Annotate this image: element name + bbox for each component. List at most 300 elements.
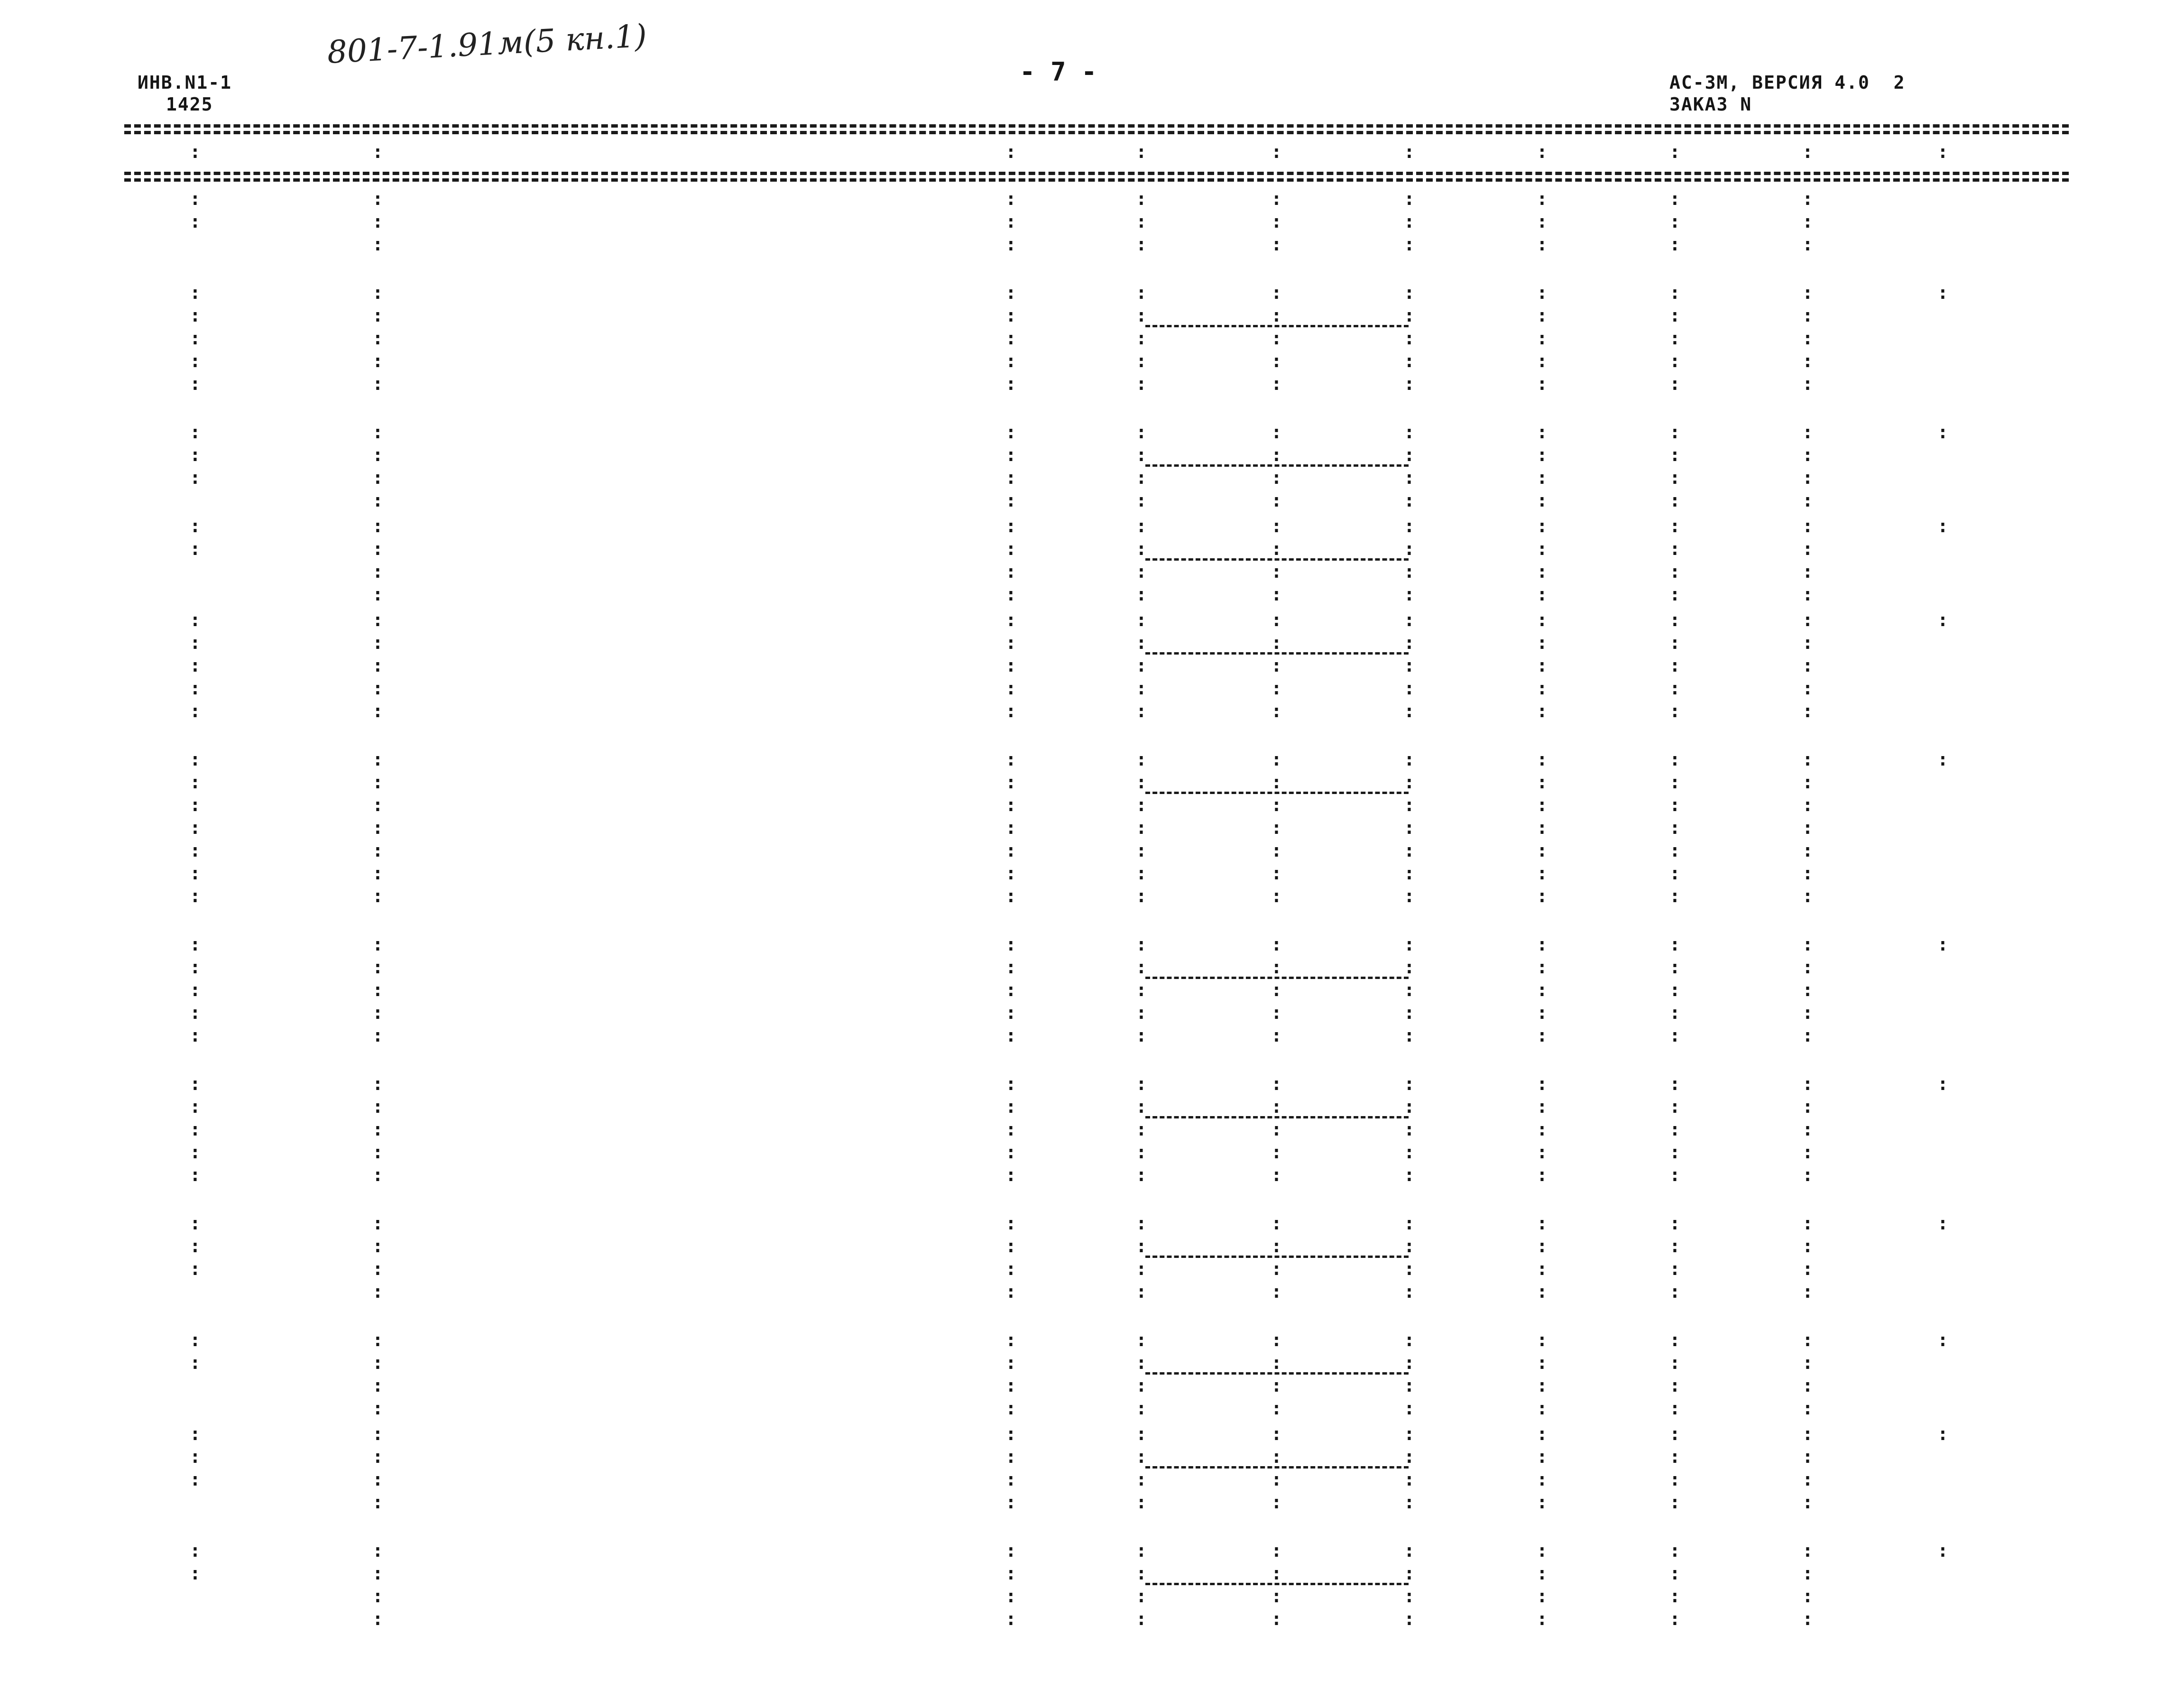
column-separator: : <box>190 1025 201 1046</box>
column-separator: : <box>372 538 383 559</box>
column-separator: : <box>1802 1469 1813 1490</box>
column-separator: : <box>372 1281 383 1302</box>
column-separator: : <box>1005 1563 1016 1584</box>
column-separator: : <box>1669 141 1680 162</box>
column-separator: : <box>1404 886 1415 906</box>
column-separator: : <box>1136 886 1147 906</box>
column-separator: : <box>190 1469 201 1490</box>
column-separator: : <box>190 538 201 559</box>
column-separator: : <box>1937 610 1948 630</box>
column-separator: : <box>1537 444 1548 465</box>
column-separator: : <box>1136 1258 1147 1279</box>
column-separator: : <box>1404 282 1415 303</box>
column-separator: : <box>190 934 201 955</box>
column-separator: : <box>1802 1164 1813 1185</box>
column-separator: : <box>1669 957 1680 978</box>
column-separator: : <box>1404 561 1415 582</box>
column-separator: : <box>1271 373 1282 394</box>
column-separator: : <box>1404 794 1415 815</box>
column-separator: : <box>1005 490 1016 511</box>
column-separator: : <box>1802 211 1813 232</box>
column-separator: : <box>1136 934 1147 955</box>
column-separator: : <box>1669 678 1680 699</box>
column-separator: : <box>1404 1025 1415 1046</box>
column-separator: : <box>190 957 201 978</box>
column-separator: : <box>1136 1563 1147 1584</box>
column-separator: : <box>1537 188 1548 209</box>
column-separator: : <box>1537 1608 1548 1629</box>
column-separator: : <box>1136 655 1147 676</box>
column-separator: : <box>1802 584 1813 605</box>
column-separator: : <box>1802 422 1813 443</box>
column-separator: : <box>1669 1563 1680 1584</box>
column-separator: : <box>190 1446 201 1467</box>
column-separator: : <box>1537 1492 1548 1513</box>
column-separator: : <box>372 561 383 582</box>
column-separator: : <box>1005 749 1016 770</box>
column-separator: : <box>1669 1025 1680 1046</box>
column-separator: : <box>1669 1446 1680 1467</box>
column-separator: : <box>1005 188 1016 209</box>
column-separator: : <box>190 1119 201 1140</box>
column-separator: : <box>1802 234 1813 255</box>
column-separator: : <box>372 444 383 465</box>
column-separator: : <box>372 211 383 232</box>
column-separator: : <box>1802 863 1813 884</box>
column-separator: : <box>1271 1213 1282 1234</box>
column-separator: : <box>372 1164 383 1185</box>
column-separator: : <box>1005 863 1016 884</box>
column-separator: : <box>1537 1446 1548 1467</box>
column-separator: : <box>1669 1213 1680 1234</box>
column-separator: : <box>1136 817 1147 838</box>
column-separator: : <box>1537 934 1548 955</box>
column-separator: : <box>1404 1236 1415 1256</box>
column-separator: : <box>1669 1492 1680 1513</box>
column-separator: : <box>1404 632 1415 653</box>
column-separator: : <box>1537 1025 1548 1046</box>
column-separator: : <box>1802 1096 1813 1117</box>
column-separator: : <box>1802 328 1813 349</box>
column-separator: : <box>372 1002 383 1023</box>
column-separator: : <box>1005 1352 1016 1373</box>
column-separator: : <box>1802 141 1813 162</box>
column-separator: : <box>1937 1540 1948 1561</box>
column-separator: : <box>1802 1563 1813 1584</box>
column-separator: : <box>1537 467 1548 488</box>
column-separator: : <box>1802 934 1813 955</box>
column-separator: : <box>1404 817 1415 838</box>
inventory-number: 1425 <box>166 94 213 115</box>
column-separator: : <box>372 1073 383 1094</box>
column-separator: : <box>1802 1352 1813 1373</box>
column-separator: : <box>190 610 201 630</box>
column-separator: : <box>1937 1423 1948 1444</box>
column-separator: : <box>1005 141 1016 162</box>
column-separator: : <box>1005 1164 1016 1185</box>
column-separator: : <box>1404 840 1415 861</box>
column-separator: : <box>1537 863 1548 884</box>
column-separator: : <box>1136 373 1147 394</box>
column-separator: : <box>1802 886 1813 906</box>
column-separator: : <box>1669 840 1680 861</box>
column-separator: : <box>1802 1002 1813 1023</box>
column-separator: : <box>1537 701 1548 721</box>
column-separator: : <box>1669 1423 1680 1444</box>
column-separator: : <box>1669 1002 1680 1023</box>
column-separator: : <box>372 1563 383 1584</box>
column-separator: : <box>1669 1375 1680 1396</box>
column-separator: : <box>1271 1375 1282 1396</box>
handwritten-code: 801-7-1.91м(5 кн.1) <box>326 17 648 71</box>
column-separator: : <box>1802 1446 1813 1467</box>
column-separator: : <box>1802 490 1813 511</box>
column-separator: : <box>1802 1119 1813 1140</box>
column-separator: : <box>1537 490 1548 511</box>
column-separator: : <box>190 794 201 815</box>
column-separator: : <box>1937 749 1948 770</box>
column-separator: : <box>1404 328 1415 349</box>
column-separator: : <box>1005 817 1016 838</box>
header-rule-bottom-2 <box>124 178 2069 182</box>
column-separator: : <box>1136 1281 1147 1302</box>
column-separator: : <box>1404 211 1415 232</box>
column-separator: : <box>372 1352 383 1373</box>
column-separator: : <box>1005 1469 1016 1490</box>
column-separator: : <box>1537 305 1548 326</box>
column-separator: : <box>190 422 201 443</box>
column-separator: : <box>1136 234 1147 255</box>
column-separator: : <box>1136 957 1147 978</box>
column-separator: : <box>1404 1563 1415 1584</box>
column-separator: : <box>1005 467 1016 488</box>
column-separator: : <box>1404 538 1415 559</box>
column-separator: : <box>1271 234 1282 255</box>
column-separator: : <box>1802 1142 1813 1163</box>
column-separator: : <box>1669 1164 1680 1185</box>
column-separator: : <box>1537 1375 1548 1396</box>
column-separator: : <box>1136 1096 1147 1117</box>
column-separator: : <box>372 1375 383 1396</box>
column-separator: : <box>372 957 383 978</box>
column-separator: : <box>1271 655 1282 676</box>
column-separator: : <box>190 1540 201 1561</box>
column-separator: : <box>1537 211 1548 232</box>
column-separator: : <box>1404 655 1415 676</box>
column-separator: : <box>1802 678 1813 699</box>
column-separator: : <box>1404 1398 1415 1419</box>
column-separator: : <box>1136 701 1147 721</box>
column-separator: : <box>372 1469 383 1490</box>
column-separator: : <box>1537 1119 1548 1140</box>
column-separator: : <box>1669 1073 1680 1094</box>
column-separator: : <box>1937 422 1948 443</box>
column-separator: : <box>372 490 383 511</box>
column-separator: : <box>1802 538 1813 559</box>
column-separator: : <box>372 422 383 443</box>
column-separator: : <box>1005 1073 1016 1094</box>
column-separator: : <box>1271 1236 1282 1256</box>
column-separator: : <box>1136 840 1147 861</box>
column-separator: : <box>190 678 201 699</box>
column-separator: : <box>190 817 201 838</box>
column-separator: : <box>1005 1119 1016 1140</box>
column-separator: : <box>1005 1608 1016 1629</box>
column-separator: : <box>1271 490 1282 511</box>
column-separator: : <box>372 1025 383 1046</box>
column-separator: : <box>1136 584 1147 605</box>
column-separator: : <box>1802 979 1813 1000</box>
column-separator: : <box>372 840 383 861</box>
column-separator: : <box>1802 840 1813 861</box>
column-separator: : <box>1937 1330 1948 1350</box>
column-separator: : <box>1537 817 1548 838</box>
column-separator: : <box>372 188 383 209</box>
column-separator: : <box>1404 1608 1415 1629</box>
cell-divider <box>1145 792 1409 794</box>
column-separator: : <box>1271 840 1282 861</box>
column-separator: : <box>1136 1398 1147 1419</box>
cell-divider <box>1145 1256 1409 1258</box>
column-separator: : <box>1802 794 1813 815</box>
column-separator: : <box>1136 1352 1147 1373</box>
column-separator: : <box>1937 282 1948 303</box>
column-separator: : <box>1005 772 1016 793</box>
column-separator: : <box>372 1423 383 1444</box>
column-separator: : <box>1136 328 1147 349</box>
column-separator: : <box>1802 632 1813 653</box>
column-separator: : <box>1005 701 1016 721</box>
column-separator: : <box>1271 211 1282 232</box>
column-separator: : <box>1802 467 1813 488</box>
column-separator: : <box>1537 678 1548 699</box>
column-separator: : <box>1136 772 1147 793</box>
column-separator: : <box>1802 1398 1813 1419</box>
column-separator: : <box>1005 1142 1016 1163</box>
column-separator: : <box>1669 1096 1680 1117</box>
column-separator: : <box>1669 1398 1680 1419</box>
column-separator: : <box>1271 863 1282 884</box>
column-separator: : <box>372 1586 383 1607</box>
column-separator: : <box>1271 934 1282 955</box>
column-separator: : <box>1802 516 1813 536</box>
column-separator: : <box>190 1073 201 1094</box>
column-separator: : <box>1537 1540 1548 1561</box>
column-separator: : <box>1271 1281 1282 1302</box>
column-separator: : <box>190 141 201 162</box>
order-label: ЗАКАЗ N <box>1669 94 1752 115</box>
column-separator: : <box>1005 328 1016 349</box>
column-separator: : <box>1669 188 1680 209</box>
column-separator: : <box>1537 1236 1548 1256</box>
column-separator: : <box>190 467 201 488</box>
column-separator: : <box>1271 632 1282 653</box>
column-separator: : <box>1136 538 1147 559</box>
column-separator: : <box>1005 211 1016 232</box>
column-separator: : <box>1537 422 1548 443</box>
column-separator: : <box>1669 328 1680 349</box>
column-separator: : <box>1271 328 1282 349</box>
column-separator: : <box>372 1330 383 1350</box>
cell-divider <box>1145 325 1409 327</box>
column-separator: : <box>1404 957 1415 978</box>
column-separator: : <box>1937 1213 1948 1234</box>
column-separator: : <box>1271 188 1282 209</box>
column-separator: : <box>1802 188 1813 209</box>
column-separator: : <box>1404 1375 1415 1396</box>
column-separator: : <box>1404 351 1415 371</box>
column-separator: : <box>372 234 383 255</box>
column-separator: : <box>1802 610 1813 630</box>
column-separator: : <box>1136 1375 1147 1396</box>
column-separator: : <box>1669 422 1680 443</box>
column-separator: : <box>1005 234 1016 255</box>
column-separator: : <box>1136 1423 1147 1444</box>
column-separator: : <box>1271 1608 1282 1629</box>
column-separator: : <box>1537 957 1548 978</box>
column-separator: : <box>1271 1352 1282 1373</box>
column-separator: : <box>1271 1398 1282 1419</box>
column-separator: : <box>1537 1423 1548 1444</box>
column-separator: : <box>1937 1073 1948 1094</box>
column-separator: : <box>1404 490 1415 511</box>
column-separator: : <box>1271 141 1282 162</box>
column-separator: : <box>1136 516 1147 536</box>
column-separator: : <box>190 516 201 536</box>
column-separator: : <box>1271 1164 1282 1185</box>
column-separator: : <box>1271 516 1282 536</box>
column-separator: : <box>1802 444 1813 465</box>
column-separator: : <box>1271 584 1282 605</box>
column-separator: : <box>1005 1096 1016 1117</box>
column-separator: : <box>1669 1142 1680 1163</box>
column-separator: : <box>1005 632 1016 653</box>
column-separator: : <box>372 1142 383 1163</box>
column-separator: : <box>1404 1540 1415 1561</box>
column-separator: : <box>190 188 201 209</box>
column-separator: : <box>1271 794 1282 815</box>
column-separator: : <box>1802 1423 1813 1444</box>
column-separator: : <box>1271 886 1282 906</box>
column-separator: : <box>372 1213 383 1234</box>
column-separator: : <box>1005 1281 1016 1302</box>
cell-divider <box>1145 1116 1409 1118</box>
column-separator: : <box>1404 305 1415 326</box>
column-separator: : <box>190 1096 201 1117</box>
column-separator: : <box>1271 1540 1282 1561</box>
column-separator: : <box>1404 141 1415 162</box>
column-separator: : <box>372 979 383 1000</box>
column-separator: : <box>1271 1469 1282 1490</box>
column-separator: : <box>190 1563 201 1584</box>
column-separator: : <box>1669 211 1680 232</box>
column-separator: : <box>1136 1164 1147 1185</box>
column-separator: : <box>1669 516 1680 536</box>
column-separator: : <box>1005 282 1016 303</box>
column-separator: : <box>1271 351 1282 371</box>
column-separator: : <box>1537 282 1548 303</box>
column-separator: : <box>1271 979 1282 1000</box>
column-separator: : <box>1537 373 1548 394</box>
column-separator: : <box>1404 701 1415 721</box>
column-separator: : <box>1005 516 1016 536</box>
column-separator: : <box>1537 351 1548 371</box>
column-separator: : <box>1136 678 1147 699</box>
column-separator: : <box>1136 444 1147 465</box>
column-separator: : <box>1136 1002 1147 1023</box>
column-separator: : <box>1404 1073 1415 1094</box>
column-separator: : <box>190 1330 201 1350</box>
column-separator: : <box>1537 1073 1548 1094</box>
column-separator: : <box>1005 538 1016 559</box>
column-separator: : <box>190 211 201 232</box>
column-separator: : <box>1136 979 1147 1000</box>
column-separator: : <box>1669 584 1680 605</box>
column-separator: : <box>1136 1236 1147 1256</box>
column-separator: : <box>190 282 201 303</box>
column-separator: : <box>1669 1281 1680 1302</box>
column-separator: : <box>1136 1492 1147 1513</box>
column-separator: : <box>1404 1142 1415 1163</box>
column-separator: : <box>1802 1492 1813 1513</box>
column-separator: : <box>1404 1281 1415 1302</box>
column-separator: : <box>372 794 383 815</box>
column-separator: : <box>1537 979 1548 1000</box>
column-separator: : <box>1802 351 1813 371</box>
column-separator: : <box>190 772 201 793</box>
column-separator: : <box>190 444 201 465</box>
column-separator: : <box>190 328 201 349</box>
column-separator: : <box>1136 1119 1147 1140</box>
column-separator: : <box>190 1258 201 1279</box>
column-separator: : <box>1802 701 1813 721</box>
column-separator: : <box>1802 749 1813 770</box>
header-rule-top-2 <box>124 131 2069 134</box>
column-separator: : <box>1005 1375 1016 1396</box>
column-separator: : <box>1271 1119 1282 1140</box>
column-separator: : <box>1404 188 1415 209</box>
column-separator: : <box>1136 1540 1147 1561</box>
column-separator: : <box>1537 538 1548 559</box>
column-separator: : <box>1537 1142 1548 1163</box>
column-separator: : <box>1802 1236 1813 1256</box>
column-separator: : <box>190 701 201 721</box>
column-separator: : <box>1404 1258 1415 1279</box>
column-separator: : <box>1669 234 1680 255</box>
column-separator: : <box>1537 886 1548 906</box>
column-separator: : <box>372 467 383 488</box>
column-separator: : <box>1537 1096 1548 1117</box>
column-separator: : <box>1271 1096 1282 1117</box>
column-separator: : <box>1669 1540 1680 1561</box>
column-separator: : <box>1404 234 1415 255</box>
column-separator: : <box>1802 1586 1813 1607</box>
column-separator: : <box>1669 772 1680 793</box>
column-separator: : <box>1537 584 1548 605</box>
cell-divider <box>1145 1583 1409 1585</box>
column-separator: : <box>1005 1423 1016 1444</box>
cell-divider <box>1145 1466 1409 1469</box>
column-separator: : <box>1537 328 1548 349</box>
column-separator: : <box>1404 979 1415 1000</box>
column-separator: : <box>1669 490 1680 511</box>
column-separator: : <box>1136 863 1147 884</box>
column-separator: : <box>1404 1446 1415 1467</box>
column-separator: : <box>1802 1073 1813 1094</box>
column-separator: : <box>190 305 201 326</box>
column-separator: : <box>372 1540 383 1561</box>
column-separator: : <box>1404 1164 1415 1185</box>
